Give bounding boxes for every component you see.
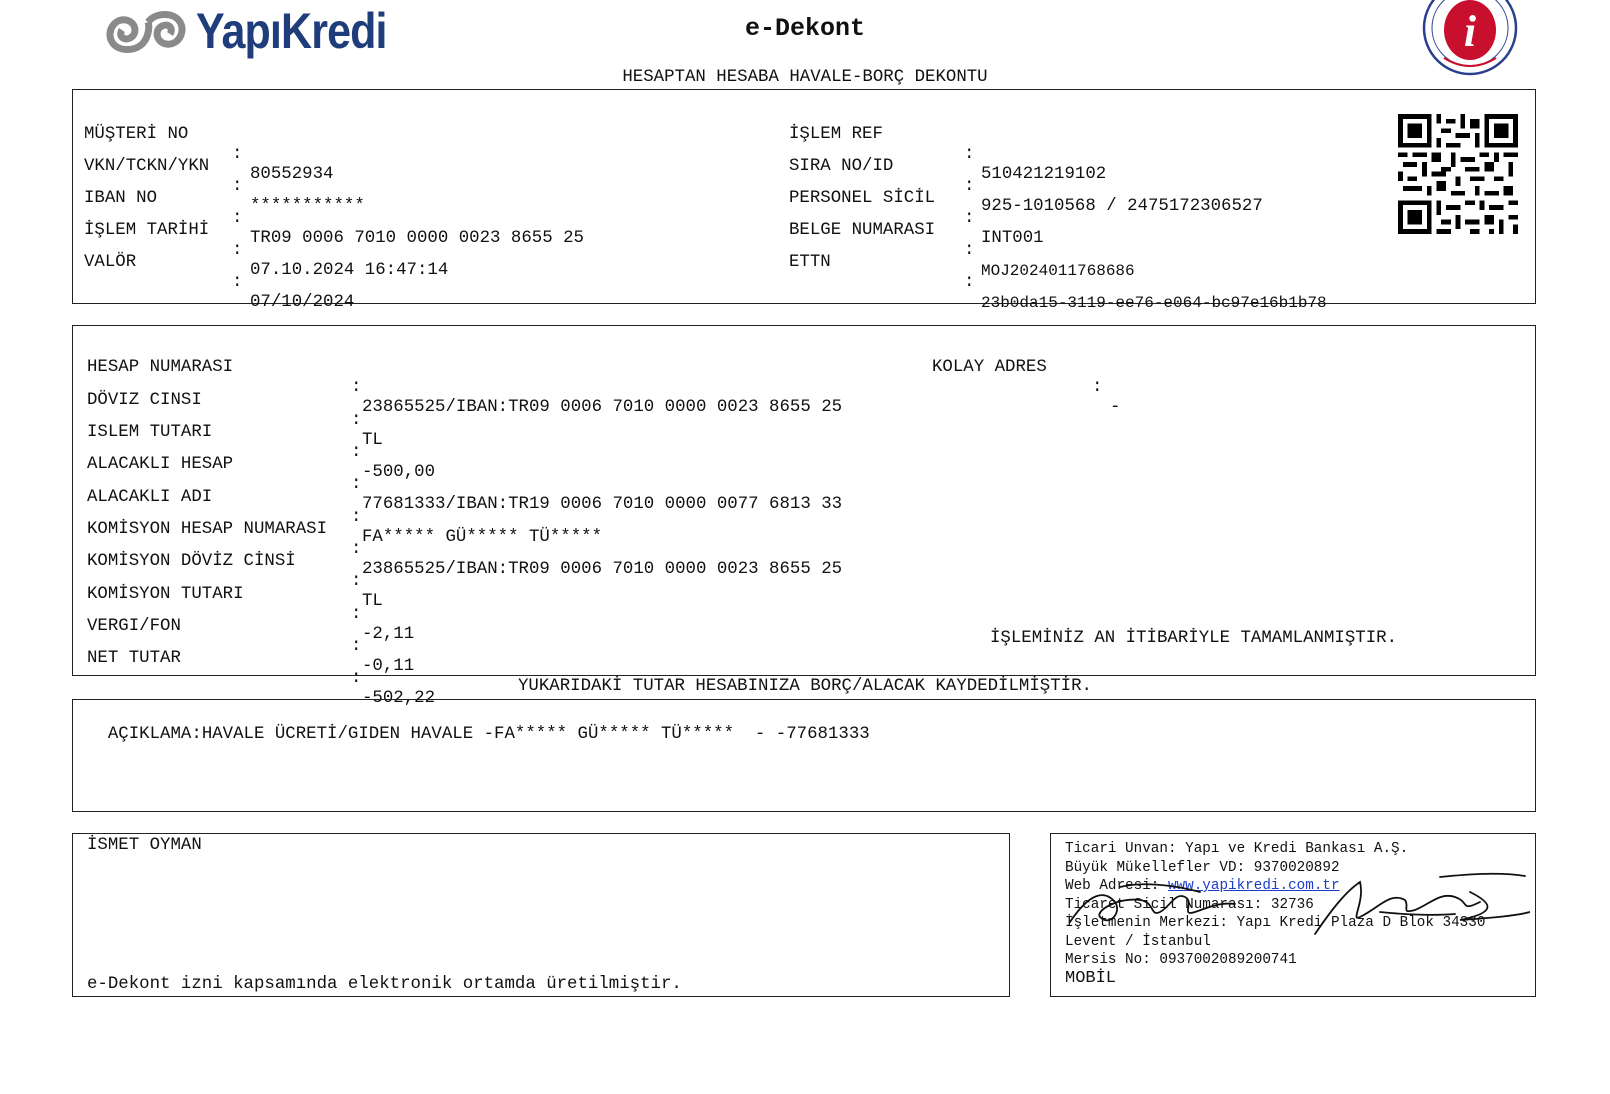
tx-row: KOMİSYON TUTARI : -2,11 [87,585,415,644]
mersis-no: Mersis No: 0937002089200741 [1065,952,1297,968]
field-value: FA***** GÜ***** TÜ***** [362,528,603,547]
tx-row: DÖVIZ CINSI : TL [87,391,383,450]
tx-row: ISLEM TUTARI : -500,00 [87,423,436,482]
field-value: 23865525/IBAN:TR09 0006 7010 0000 0023 8655 25 [362,398,843,417]
isletme-merkezi: İşletmenin Merkezi: Yapı Kredi Plaza D Blok 34330 [1065,915,1486,931]
field-label: ETTN [789,253,831,272]
footer-note: e-Dekont izni kapsamında elektronik ortamda üretilmiştir. [87,975,682,994]
field-value: 07/10/2024 [250,293,355,312]
info-row-ettn: ETTN : 23b0da15-3119-ee76-e064-bc97e16b1b78 [789,253,1327,312]
svg-text:i: i [1463,7,1477,56]
description-label: AÇIKLAMA: [107,725,202,744]
field-label: BELGE NUMARASI [789,221,936,240]
field-label: KOMİSYON DÖVİZ CİNSİ [87,552,296,571]
description-line [87,705,870,745]
field-value: 510421219102 [981,165,1107,184]
info-row-belge-numarasi: BELGE NUMARASI : MOJ2024011768686 [789,221,1135,280]
field-value: 23b0da15-3119-ee76-e064-bc97e16b1b78 [981,294,1327,312]
field-value: -2,11 [362,625,415,644]
ticari-unvan: Ticari Unvan: Yapı ve Kredi Bankası A.Ş. [1065,841,1409,857]
field-value: *********** [250,197,365,216]
levent-istanbul: Levent / İstanbul [1065,933,1211,950]
tx-row: ALACAKLI ADI : FA***** GÜ***** TÜ***** [87,488,603,547]
field-label: VKN/TCKN/YKN [84,157,210,176]
field-value: -502,22 [362,689,436,708]
field-value: TR09 0006 7010 0000 0023 8655 25 [250,229,584,248]
field-label: NET TUTAR [87,649,181,668]
info-row-valor: VALÖR : 07/10/2024 [84,253,355,312]
channel: MOBİL [1065,969,1117,988]
field-label: HESAP NUMARASI [87,358,234,377]
customer-name: İSMET OYMAN [87,836,202,855]
field-label: İŞLEM TARİHİ [84,221,210,240]
info-row-musteri-no: MÜŞTERİ NO : 80552934 [84,125,334,184]
field-label: İŞLEM REF [789,125,883,144]
field-label: VERGI/FON [87,617,181,636]
field-label: PERSONEL SİCİL [789,189,936,208]
web-address-label: Web Adresi: [1065,878,1168,894]
field-value: MOJ2024011768686 [981,262,1135,280]
qr-code-icon [1398,114,1518,234]
completed-note: İŞLEMİNİZ AN İTİBARİYLE TAMAMLANMIŞTIR. [990,629,1398,648]
tx-row: NET TUTAR : -502,22 [87,649,436,708]
field-value: 07.10.2024 16:47:14 [250,261,449,280]
description-text: HAVALE ÜCRETİ/GIDEN HAVALE -FA***** GÜ***** TÜ***** - -77681333 [201,725,870,744]
document-title: e-Dekont [744,14,866,43]
debit-note: YUKARIDAKİ TUTAR HESABINIZA BORÇ/ALACAK KAYDEDİLMİŞTİR. [518,677,1092,696]
gib-seal-icon [1420,0,1520,78]
field-label: KOLAY ADRES [932,358,1047,377]
field-value: INT001 [981,229,1044,248]
field-value: -0,11 [362,657,415,676]
tx-row: KOMİSYON HESAP NUMARASI : 23865525/IBAN:TR09 0006 7010 0000 0023 8655 25 [87,520,843,579]
kolay-adres: KOLAY ADRES : - [932,358,1121,417]
field-label: IBAN NO [84,189,158,208]
field-label: MÜŞTERİ NO [84,125,189,144]
info-row-iban: IBAN NO : TR09 0006 7010 0000 0023 8655 25 [84,189,584,248]
tx-row: KOMİSYON DÖVİZ CİNSİ : TL [87,552,383,611]
web-address-link[interactable]: www.yapikredi.com.tr [1167,878,1340,894]
field-value: TL [362,431,383,450]
customer-box [72,833,1010,997]
field-label: KOMİSYON HESAP NUMARASI [87,520,328,539]
info-row-islem-tarihi: İŞLEM TARİHİ : 07.10.2024 16:47:14 [84,221,449,280]
field-label: ISLEM TUTARI [87,423,213,442]
field-label: SIRA NO/ID [789,157,894,176]
tx-row: HESAP NUMARASI : 23865525/IBAN:TR09 0006 7010 0000 0023 8655 25 [87,358,843,417]
field-label: VALÖR [84,253,137,272]
field-value: 77681333/IBAN:TR19 0006 7010 0000 0077 6813 33 [362,495,843,514]
field-value: -500,00 [362,463,436,482]
field-label: KOMİSYON TUTARI [87,585,244,604]
info-row-sira-no: SIRA NO/ID : 925-1010568 / 2475172306527 [789,157,1263,216]
field-value: 80552934 [250,165,334,184]
field-value: - [1110,398,1121,417]
field-value: TL [362,592,383,611]
field-value: 23865525/IBAN:TR09 0006 7010 0000 0023 8655 25 [362,560,843,579]
signature-icon [1060,872,1530,942]
info-row-vkn: VKN/TCKN/YKN : *********** [84,157,365,216]
brand-name: YapıKredi [196,3,387,59]
field-label: ALACAKLI ADI [87,488,213,507]
field-value: 925-1010568 / 2475172306527 [981,197,1263,216]
tx-row: VERGI/FON : -0,11 [87,617,415,676]
tx-row: ALACAKLI HESAP : 77681333/IBAN:TR19 0006 7010 0000 0077 6813 33 [87,455,843,514]
ticaret-sicil: Ticaret Sicil Numarası: 32736 [1065,896,1314,913]
document-subtitle: HESAPTAN HESABA HAVALE-BORÇ DEKONTU [622,68,988,87]
field-label: ALACAKLI HESAP [87,455,234,474]
field-label: DÖVIZ CINSI [87,391,202,410]
info-row-personel-sicil: PERSONEL SİCİL : INT001 [789,189,1044,248]
info-row-islem-ref: İŞLEM REF : 510421219102 [789,125,1107,184]
vergi-dairesi: Büyük Mükellefler VD: 9370020892 [1065,859,1340,876]
